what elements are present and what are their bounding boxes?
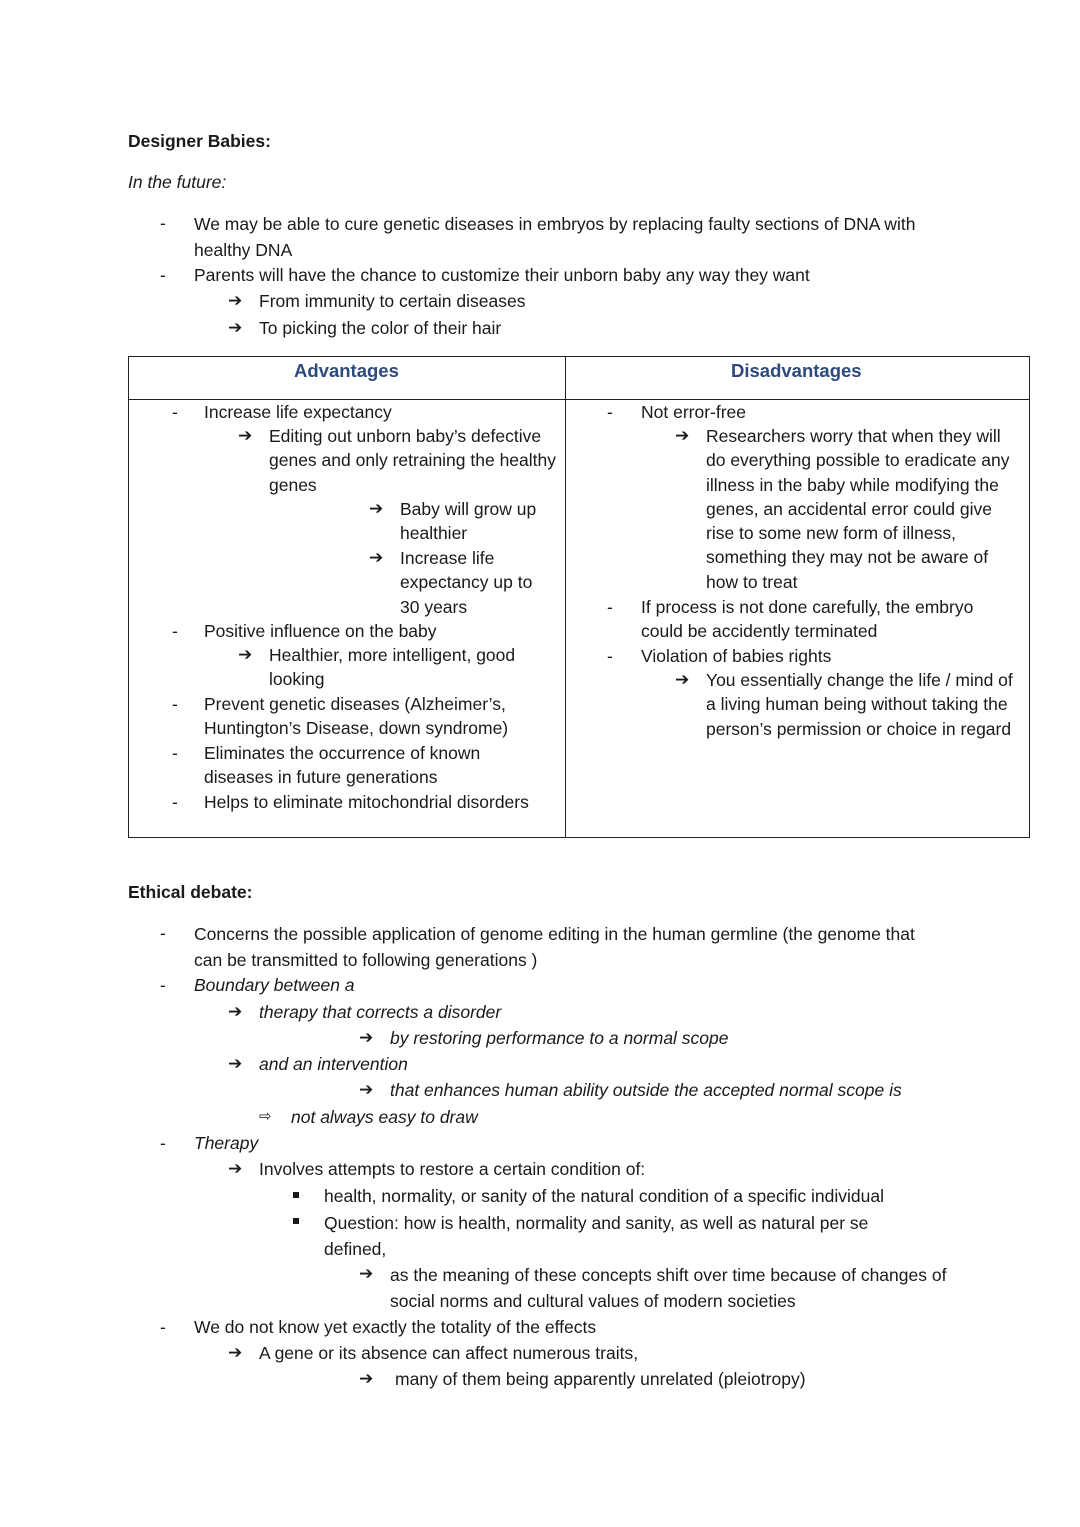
dash-bullet: - [172, 792, 178, 812]
ethical-intervention: and an intervention [259, 1054, 408, 1074]
adv-positive-influence: Positive influence on the baby [204, 621, 437, 641]
ethical-pleiotropy: many of them being apparently unrelated (pleiotropy) [395, 1369, 806, 1389]
arrow-icon: ➔ [359, 1080, 374, 1099]
arrow-icon: ➔ [228, 1159, 243, 1178]
arrow-icon: ➔ [675, 426, 690, 445]
arrow-icon: ➔ [369, 548, 384, 567]
arrow-icon: ➔ [369, 499, 384, 518]
advantages-header: Advantages [294, 360, 399, 381]
bullet-cure-genetic: We may be able to cure genetic diseases in embryos by replacing faulty sections of DNA with healthy DNA [194, 214, 916, 260]
dash-bullet: - [160, 923, 166, 943]
ethical-health-normality: health, normality, or sanity of the natural condition of a specific individual [324, 1186, 884, 1206]
ethical-gene-traits: A gene or its absence can affect numerous traits, [259, 1343, 639, 1363]
dis-violation-rights: Violation of babies rights [641, 646, 832, 666]
adv-life-expectancy: Increase life expectancy [204, 402, 392, 422]
dash-bullet: - [607, 646, 613, 666]
bullet-customize: Parents will have the chance to customize their unborn baby any way they want [194, 265, 810, 285]
arrow-icon: ➔ [359, 1264, 374, 1283]
dash-bullet: - [607, 402, 613, 422]
dash-bullet: - [172, 743, 178, 763]
arrow-icon: ➔ [228, 1343, 243, 1362]
arrow-hair-color: To picking the color of their hair [259, 318, 502, 338]
adv-healthier-intelligent: Healthier, more intelligent, good looking [269, 645, 516, 690]
arrow-immunity: From immunity to certain diseases [259, 291, 526, 311]
arrow-icon: ➔ [228, 291, 243, 310]
ethical-question-defined: Question: how is health, normality and sanity, as well as natural per se defined, [324, 1213, 869, 1259]
ethical-therapy-corrects: therapy that corrects a disorder [259, 1002, 502, 1022]
dash-bullet: - [172, 621, 178, 641]
arrow-icon: ➔ [675, 670, 690, 689]
ethical-boundary: Boundary between a [194, 975, 355, 995]
arrow-icon: ➔ [228, 1002, 243, 1021]
dash-bullet: - [607, 597, 613, 617]
dis-not-error-free: Not error-free [641, 402, 747, 422]
ethical-therapy: Therapy [194, 1133, 259, 1153]
ethical-restoring-performance: by restoring performance to a normal scope [390, 1028, 729, 1048]
dis-researchers-worry: Researchers worry that when they will do everything possible to eradicate any illness in the baby while modifying the genes, an accidental error could give rise to some new form of illness, something they may not be aware of how to treat [706, 426, 1010, 592]
disadvantages-header: Disadvantages [731, 360, 862, 381]
arrow-icon: ➔ [359, 1369, 374, 1388]
dash-bullet: - [160, 1317, 166, 1337]
dash-bullet: - [172, 402, 178, 422]
dash-bullet: - [160, 265, 166, 285]
dash-bullet: - [172, 694, 178, 714]
arrow-icon: ➔ [359, 1028, 374, 1047]
ethical-totality-effects: We do not know yet exactly the totality of the effects [194, 1317, 597, 1337]
ethical-meaning-shift: as the meaning of these concepts shift over time because of changes of social norms and cultural values of modern societies [390, 1265, 947, 1311]
adv-grow-healthier: Baby will grow up healthier [400, 499, 537, 544]
arrow-icon: ➔ [228, 1054, 243, 1073]
arrow-icon: ➔ [228, 318, 243, 337]
hollow-arrow-icon: ⇨ [259, 1108, 272, 1125]
adv-eliminate-known: Eliminates the occurrence of known diseases in future generations [204, 743, 481, 788]
dash-bullet: - [160, 1133, 166, 1153]
adv-editing-genes: Editing out unborn baby’s defective genes and only retraining the healthy genes [269, 426, 557, 495]
ethical-debate-title: Ethical debate: [128, 882, 253, 902]
square-bullet-icon [293, 1218, 299, 1224]
in-the-future-subtitle: In the future: [128, 172, 227, 192]
ethical-enhances-ability: that enhances human ability outside the accepted normal scope is [390, 1080, 902, 1100]
adv-mitochondrial: Helps to eliminate mitochondrial disorders [204, 792, 529, 812]
ethical-germline: Concerns the possible application of genome editing in the human germline (the genome that can be transmitted to following generations ) [194, 924, 915, 970]
ethical-not-easy: not always easy to draw [291, 1107, 478, 1127]
square-bullet-icon [293, 1192, 299, 1198]
dash-bullet: - [160, 213, 166, 233]
dash-bullet: - [160, 975, 166, 995]
dis-change-life: You essentially change the life / mind of a living human being without taking the person’s permission or choice in regard [706, 670, 1013, 739]
dis-embryo-terminated: If process is not done carefully, the embryo could be accidently terminated [641, 597, 974, 642]
designer-babies-title: Designer Babies: [128, 131, 271, 151]
adv-life-30-years: Increase life expectancy up to 30 years [400, 548, 533, 617]
arrow-icon: ➔ [238, 426, 253, 445]
arrow-icon: ➔ [238, 645, 253, 664]
adv-prevent-diseases: Prevent genetic diseases (Alzheimer’s, Huntington’s Disease, down syndrome) [204, 694, 509, 739]
ethical-restore-condition: Involves attempts to restore a certain condition of: [259, 1159, 646, 1179]
